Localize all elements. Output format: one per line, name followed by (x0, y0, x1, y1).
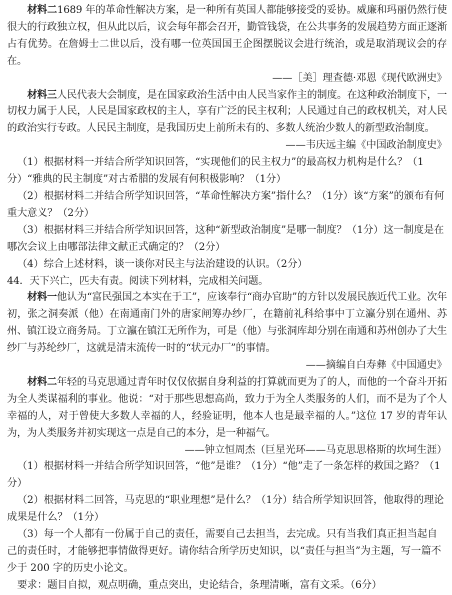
question: 要求：题目自拟，观点明确，重点突出，史论结合，条理清晰，富有文采。（6分） (17, 579, 382, 591)
paragraph (7, 88, 447, 139)
source-citation: ——钟立恒周杰（巨星光环——马克思思格斯的坎坷生涯） (184, 444, 447, 456)
material-label: 材料一 (27, 292, 57, 304)
material-label: 材料二 (27, 376, 57, 388)
question: （4）综合上述材料，谈一谈你对民主与法治建设的认识。（2分） (17, 258, 308, 270)
material-label: 材料二 (27, 5, 58, 16)
question: （1）根据材料一并结合所学知识回答，“他”是谁？（1分）“他”走了一条怎样的救国之路？（1分） (7, 461, 441, 490)
question-heading: 44．天下兴亡，匹夫有责。阅读下列材料，完成相关问题。 (7, 275, 269, 287)
question: （3）根据材料三并结合所学知识回答，这种“新型政治制度”是哪一制度？（1分）这一制度是在哪次会议上由哪部法律文献正式确定的？（2分） (7, 224, 445, 253)
paragraph-text: 1689 年的革命性解决方案，是一种所有英国人都能够接受的妥协。威廉和玛丽仍然行使很大的行政独立权，但从此以后，议会每年都会召开，勤管钱袋，在公共事务的发展趋势方面正逐渐占有优势。在詹姆士二世以后，没有哪一位英国国王企图摆脱议会进行统治，或是取消现议会的存在。 (7, 5, 447, 67)
source-citation: ——摘编自白寿彝《中国通史》 (305, 360, 447, 372)
source-citation: ——［美］理查德·邓恩《现代欧洲史》 (272, 72, 447, 84)
paragraph (7, 375, 447, 443)
source-citation: ——韦庆远主编《中国政治制度史》 (285, 140, 447, 152)
exam-page (7, 3, 447, 595)
material-label: 材料三 (27, 89, 57, 101)
paragraph (7, 3, 447, 71)
question: （2）根据材料二并结合所学知识回答，“革命性解决方案”指什么？（1分）该“方案”的颁布有何重大意义？（2分） (7, 190, 445, 219)
question: （3）每一个人都有一份属于自己的责任，需要自己去担当，去完成。只有当我们真正担当起自己的责任时，才能够把事情做得更好。请你结合所学历史知识，以“责任与担当”为主题，写一篇不少于 200 字的历史小论文。 (7, 529, 442, 574)
paragraph-text: 他认为“富民强国之本实在于工”，应该奉行“商办官助”的方针以发展民族近代工业。次年初，张之洞奏派（他）在南通南门外的唐家闸筹办纱厂，在籍前礼科给事中丁立瀛分别在通州、苏州、镇江设立商务局。丁立瀛在镇江无所作为，可是（他）与张洞库却分别在南通和苏州创办了大生纱厂与苏纶纱厂，这就是清末流传一时的“状元办厂”的事情。 (7, 292, 447, 355)
question: （1）根据材料一并结合所学知识回答，“实现他们的民主权力”的最高权力机构是什么？（1分）“雅典的民主制度”对古希腊的发展有何积极影响？（1分） (7, 157, 424, 186)
paragraph-text: 人民代表大会制度，是在国家政治生活中由人民当家作主的制度。在这种政治制度下，一切权力属于人民，人民是国家政权的主人，享有广泛的民主权利；人民通过自己的政权机关，对人民的政治实行专政。人民民主制度，是我国历史上前所未有的、多数人统治少数人的新型政治制度。 (7, 89, 447, 135)
paragraph-text: 年轻的马克思通过青年时仅仅依据自身利益的打算就而更为了的人，而他的一个奋斗开拓为全人类谋福利的事业。他说：“对于那些思想高尚，致力于为全人类服务的人们，而不是为了个人幸福的人，对于曾使大多数人幸福的人，经验证明，他本人也是最幸福的人。”这位 17 岁的青年认为，为人类服务并初实现这一点是自己的本分，是一种福气。 (7, 376, 447, 439)
paragraph (7, 290, 447, 358)
question: （2）根据材料二回答，马克思的“职业理想”是什么？（1分）结合所学知识回答，他取得的理论成果是什么？（1分） (7, 495, 445, 524)
